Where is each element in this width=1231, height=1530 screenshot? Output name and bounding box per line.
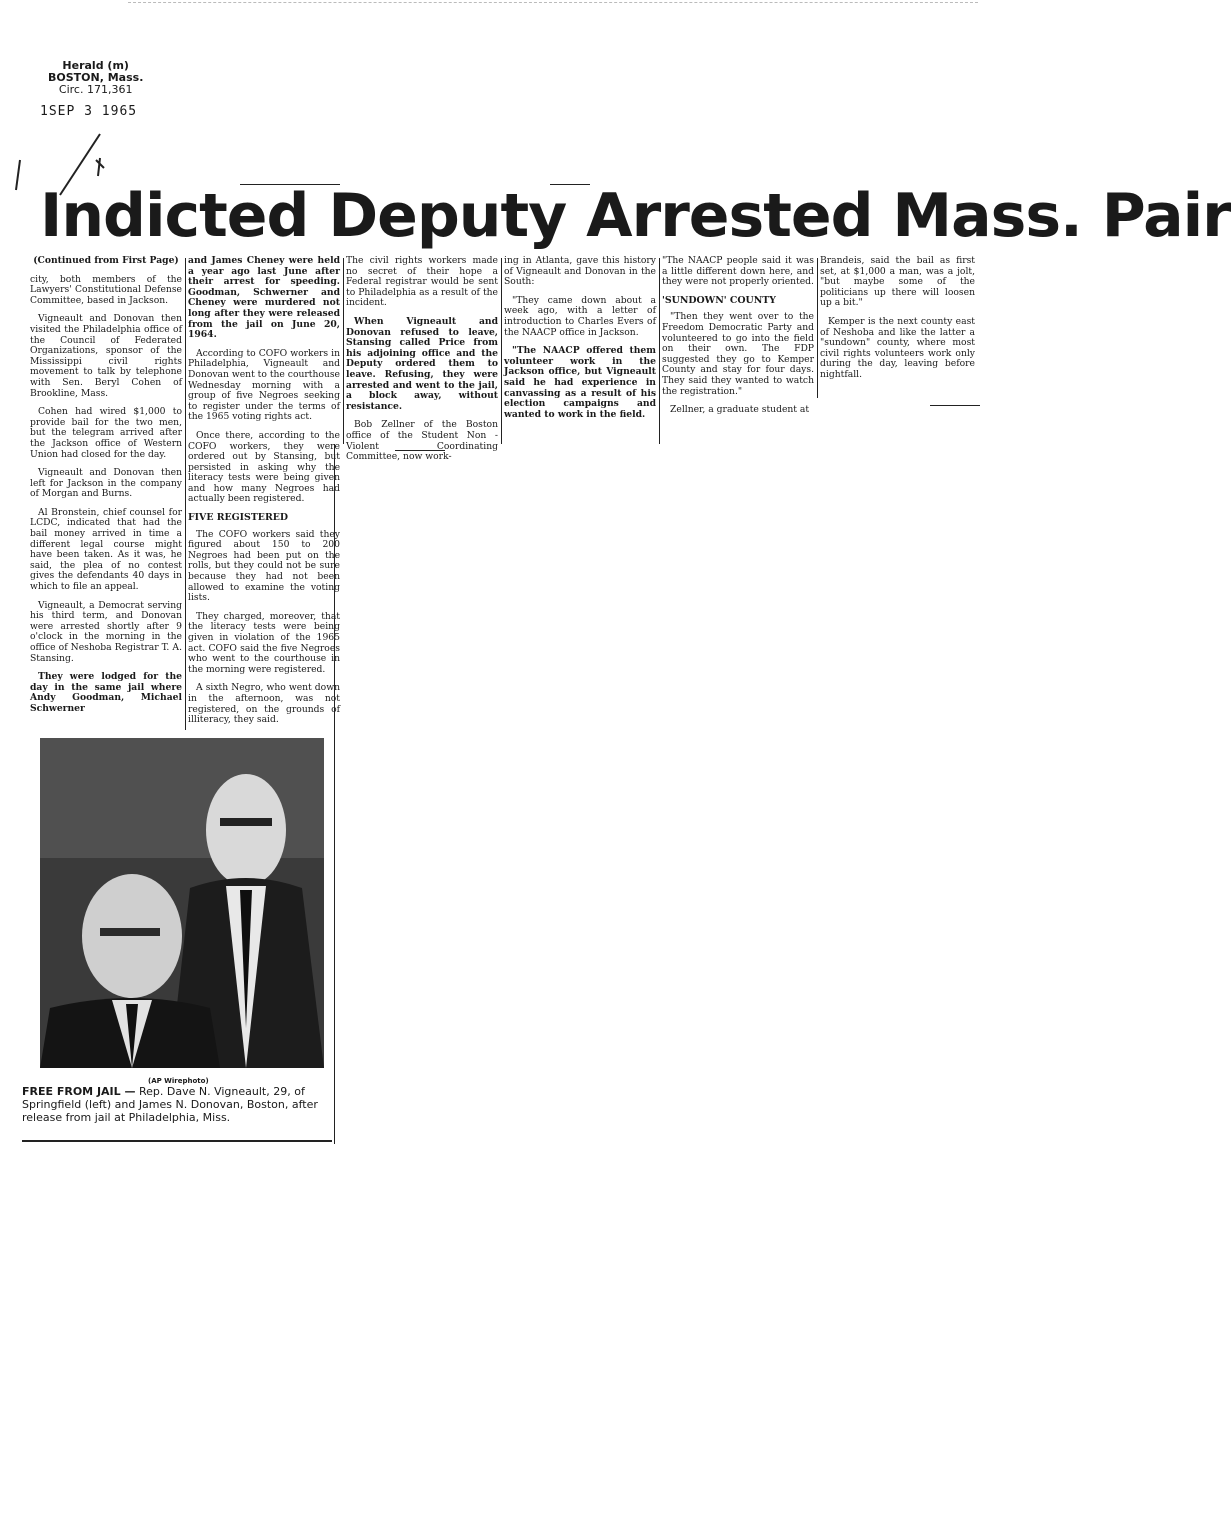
date-stamp: 1SEP 3 1965 (40, 104, 138, 119)
caption-text: Rep. Dave N. Vigneault, 29, of Springfield (left) and James N. Donovan, Boston, after release from jail at Philadelphia, Miss. (22, 1085, 318, 1124)
top-border (128, 2, 978, 3)
paragraph: "They came down about a week ago, with a letter of introduction to Charles Evers of the NAACP office in Jackson. (504, 294, 656, 338)
paragraph: "Then they went over to the Freedom Democratic Party and volunteered to go into the field on their own. The FDP suggested they go to Kemper County and stay for four days. They said they wanted to watch the registration." (662, 311, 814, 397)
article-column-4 (504, 256, 656, 428)
column-rule (334, 444, 335, 1144)
news-photo (40, 738, 324, 1068)
headline-rule-right (550, 184, 590, 185)
column-rule (185, 258, 186, 730)
paragraph: city, both members of the Lawyers' Constitutional Defense Committee, based in Jackson. (30, 273, 182, 306)
article-column-3 (346, 256, 498, 471)
paragraph: Brandeis, said the bail as first set, at $1,000 a man, was a jolt, "but maybe some of the politicians up there will loosen up a bit." (820, 255, 975, 309)
caption-heading: FREE FROM JAIL — (22, 1085, 136, 1098)
column-rule (659, 258, 660, 444)
article-column-1 (30, 256, 182, 723)
article-column-2 (188, 256, 340, 734)
paragraph: Cohen had wired $1,000 to provide bail for the two men, but the telegram arrived after the Jackson office of Western Union had closed for the day. (30, 406, 182, 460)
section-rule (930, 405, 980, 406)
publication-name: Herald (m) (62, 59, 129, 72)
paragraph: Al Bronstein, chief counsel for LCDC, indicated that had the bail money arrived in time a different legal course might have been taken. As it was, he said, the plea of no contest gives the defendants 40 days in which to file an appeal. (30, 506, 182, 593)
headline-rule (240, 184, 340, 185)
paragraph: They charged, moreover, that the literacy tests were being given in violation of the 1965 act. COFO said the five Negroes who went to the courthouse in the morning were registered. (188, 610, 340, 675)
paragraph: Vigneault and Donovan then visited the Philadelphia office of the Council of Federated Organizations, sponsor of the Mississippi civil rights movement to talk by telephone with Sen. Beryl Cohen of Brookline, Mass. (30, 313, 182, 399)
article-column-6 (820, 256, 975, 389)
paragraph: "The NAACP offered them volunteer work in the Jackson office, but Vigneault said he had experience in canvassing as a result of his election campaigns and wanted to work in the field. (504, 345, 656, 420)
paragraph: ing in Atlanta, gave this history of Vigneault and Donovan in the South: (504, 255, 656, 288)
subhead: FIVE REGISTERED (188, 512, 289, 524)
circulation: Circ. 171,361 (58, 83, 133, 96)
paragraph: A sixth Negro, who went down in the afternoon, was not registered, on the grounds of illiteracy, they said. (188, 682, 340, 726)
paragraph: "The NAACP people said it was a little different down here, and they were not properly oriented. (662, 255, 814, 288)
column-rule (501, 258, 502, 444)
photo-caption (22, 1085, 328, 1124)
paragraph: Bob Zellner of the Boston office of the Student Non - Violent Coordinating Committee, now work- (346, 419, 498, 463)
column-rule (817, 258, 818, 398)
photo-image (40, 738, 324, 1068)
masthead (48, 60, 143, 96)
caption-rule (22, 1140, 332, 1142)
publication-city: BOSTON, Mass. (48, 71, 144, 84)
paragraph: According to COFO workers in Philadelphia, Vigneault and Donovan went to the courthouse Wednesday morning with a group of five Negroes seeking to register under the terms of the 1965 voting rights act. (188, 347, 340, 423)
paragraph: Vigneault and Donovan then left for Jackson in the company of Morgan and Burns. (30, 467, 182, 500)
paragraph: Vigneault, a Democrat serving his third term, and Donovan were arrested shortly after 9 o'clock in the morning in the office of Neshoba Registrar T. A. Stansing. (30, 599, 182, 664)
paragraph: Kemper is the next county east of Neshoba and like the latter a "sundown" county, where most civil rights volunteers work only during the day, leaving before nightfall. (820, 315, 975, 380)
paragraph: The COFO workers said they figured about 150 to 200 Negroes had been put on the rolls, but they could not be sure because they had not been allowed to examine the voting lists. (188, 528, 340, 604)
subhead: 'SUNDOWN' COUNTY (662, 294, 776, 306)
section-rule (395, 450, 445, 451)
paragraph: The civil rights workers made no secret of their hope a Federal registrar would be sent to Philadelphia as a result of the incident. (346, 255, 498, 309)
paragraph: and James Cheney were held a year ago last June after their arrest for speeding. Goodman, Schwerner and Cheney were murdered not long after they were released from the jail on June 20, 1964. (188, 255, 340, 341)
continued-note: (Continued from First Page) (33, 255, 179, 266)
article-column-5 (662, 256, 814, 424)
photo-credit: (AP Wirephoto) (148, 1077, 209, 1085)
column-rule (343, 258, 344, 444)
headline: Indicted Deputy Arrested Mass. Pair (40, 181, 1231, 251)
paragraph: When Vigneault and Donovan refused to leave, Stansing called Price from his adjoining office and the Deputy ordered them to leave. Refusing, they were arrested and went to the jail, a block away, without resistance. (346, 315, 498, 412)
paragraph: They were lodged for the day in the same jail where Andy Goodman, Michael Schwerner (30, 671, 182, 714)
paragraph: Once there, according to the COFO workers, they were ordered out by Stansing, but persisted in asking why the literacy tests were being given and how many Negroes had actually been registered. (188, 429, 340, 505)
paragraph: Zellner, a graduate student at (670, 404, 810, 416)
